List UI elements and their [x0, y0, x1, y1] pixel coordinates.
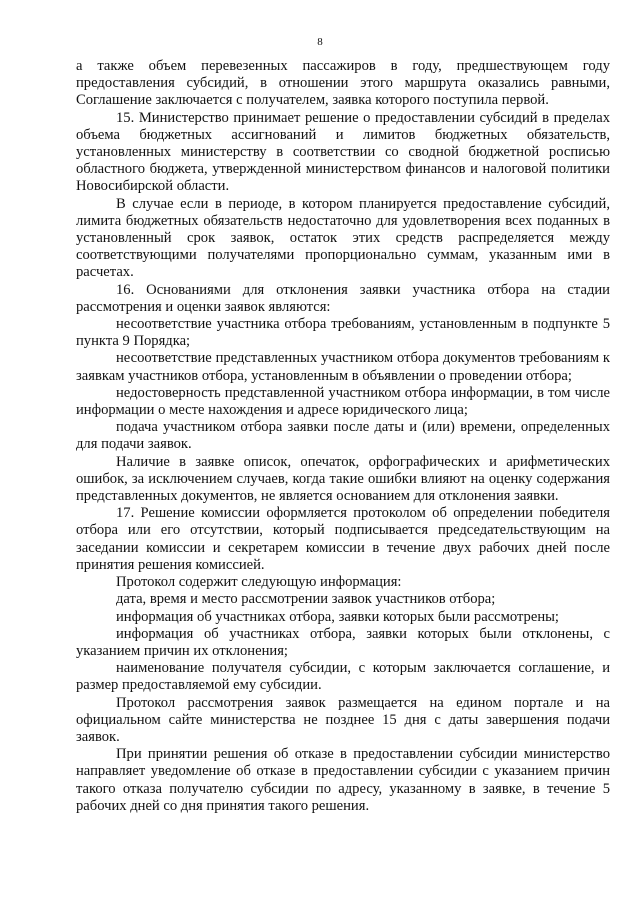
paragraph: 16. Основаниями для отклонения заявки участника отбора на стадии рассмотрения и оценки заявок являются:: [76, 281, 610, 315]
paragraph: информация об участниках отбора, заявки которых были рассмотрены;: [116, 608, 559, 625]
document-body: [76, 58, 610, 815]
paragraph: подача участником отбора заявки после даты и (или) времени, определенных для подачи заявок.: [76, 419, 610, 453]
paragraph: дата, время и место рассмотрении заявок участников отбора;: [116, 591, 496, 608]
paragraph: 15. Министерство принимает решение о предоставлении субсидий в пределах объема бюджетных ассигнований и лимитов бюджетных обязательств, установленных министерству в соответствии со сводной бюджетной росписью областного бюджета, утвержденной министерством финансов и налоговой политики Новосибирской области.: [76, 109, 610, 195]
paragraph: информация об участниках отбора, заявки которых были отклонены, с указанием причин их отклонения;: [76, 625, 610, 659]
paragraph: несоответствие представленных участником отбора документов требованиям к заявкам участников отбора, установленным в объявлении о проведении отбора;: [76, 350, 610, 384]
page-number: 8: [317, 36, 323, 48]
paragraph: недостоверность представленной участником отбора информации, в том числе информации о месте нахождения и адресе юридического лица;: [76, 384, 610, 419]
paragraph: При принятии решения об отказе в предоставлении субсидии министерство направляет уведомление об отказе в предоставлении субсидии с указанием причин такого отказа получателю субсидии по адресу, указанному в заявке, в течение 5 рабочих дней со дня принятия такого решения.: [76, 746, 610, 814]
paragraph: В случае если в периоде, в котором планируется предоставление субсидий, лимита бюджетных обязательств недостаточно для удовлетворения всех поданных в установленный срок заявок, остаток этих средств распределяется между соответствующими получателями пропорционально суммам, указанным ими в расчетах.: [76, 195, 610, 281]
paragraph: а также объем перевезенных пассажиров в году, предшествующем году предоставления субсидий, в отношении этого маршрута оказались равными, Соглашение заключается с получателем, заявка которого поступила первой.: [76, 58, 610, 109]
paragraph: наименование получателя субсидии, с которым заключается соглашение, и размер предоставляемой ему субсидии.: [76, 660, 610, 694]
paragraph: Протокол содержит следующую информация:: [116, 574, 402, 591]
paragraph: Протокол рассмотрения заявок размещается на едином портале и на официальном сайте министерства не позднее 15 дня с даты завершения подачи заявок.: [76, 694, 610, 745]
paragraph: несоответствие участника отбора требованиям, установленным в подпункте 5 пункта 9 Порядка;: [76, 316, 610, 350]
paragraph: Наличие в заявке описок, опечаток, орфографических и арифметических ошибок, за исключением случаев, когда такие ошибки влияют на оценку содержания представленных документов, не является основанием для отклонения заявки.: [76, 453, 610, 505]
paragraph: 17. Решение комиссии оформляется протоколом об определении победителя отбора или его отсутствии, который подписывается председательствующим на заседании комиссии и секретарем комиссии в течение двух рабочих дней после принятия решения комиссией.: [76, 505, 610, 573]
